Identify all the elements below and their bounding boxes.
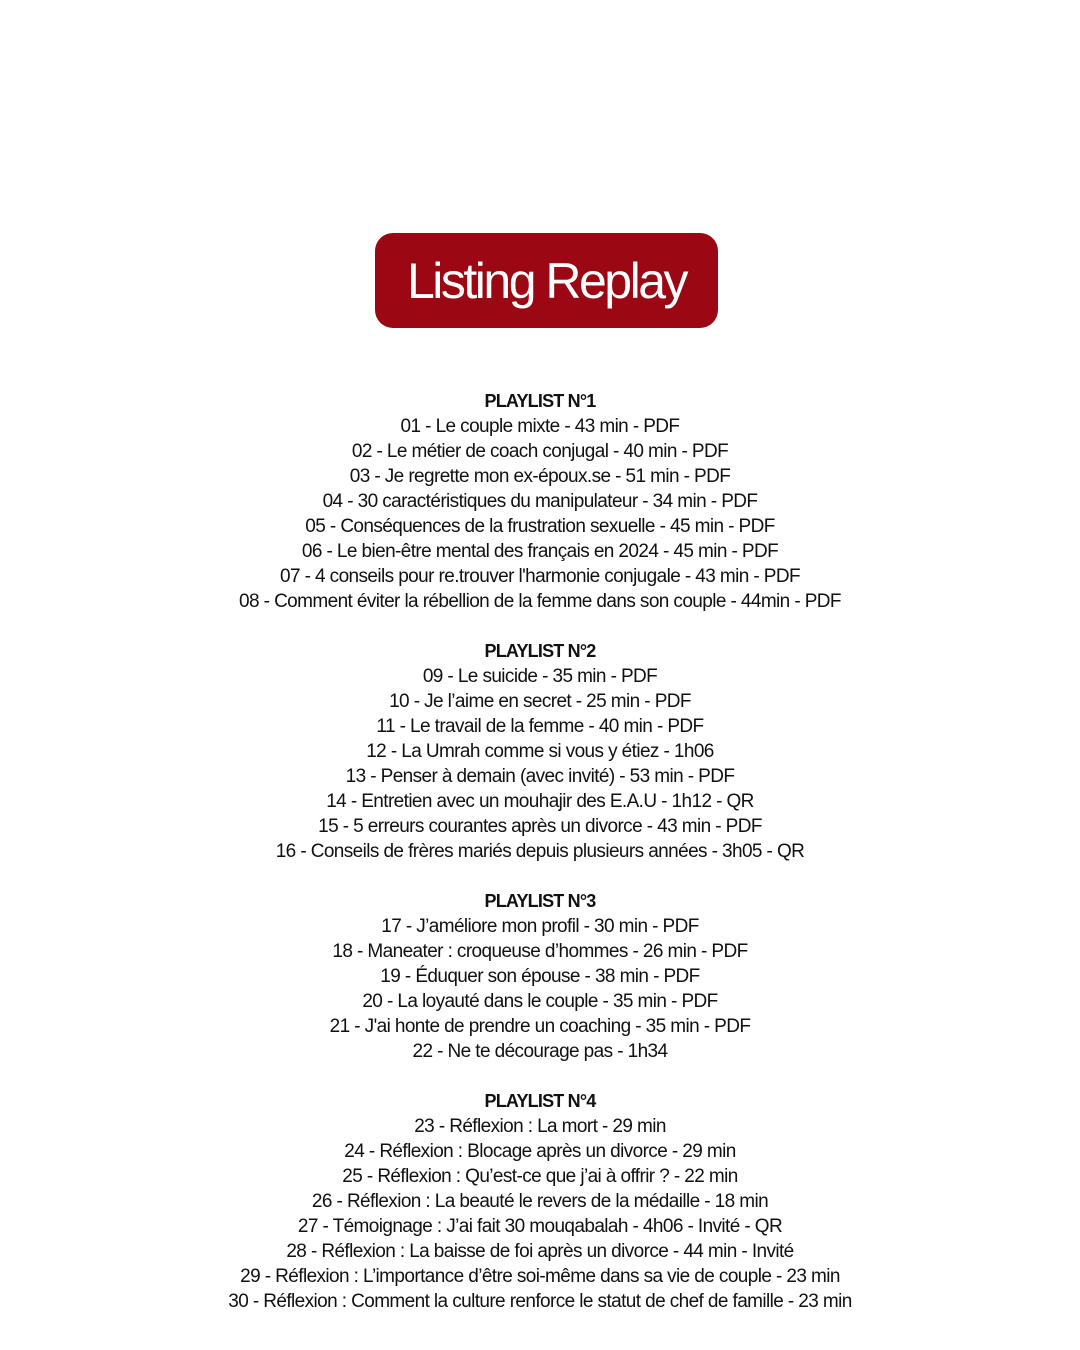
replay-listing: [0, 389, 1080, 1339]
list-item: 07 - 4 conseils pour re.trouver l'harmonie conjugale - 43 min - PDF: [280, 566, 800, 587]
playlist-1: [0, 389, 1080, 614]
list-item: 20 - La loyauté dans le couple - 35 min - PDF: [362, 991, 718, 1012]
playlist-2: [0, 639, 1080, 864]
list-item: 15 - 5 erreurs courantes après un divorce - 43 min - PDF: [318, 816, 762, 837]
list-item: 06 - Le bien-être mental des français en 2024 - 45 min - PDF: [301, 541, 779, 562]
list-item: 18 - Maneater : croqueuse d’hommes - 26 min - PDF: [332, 941, 748, 962]
title-banner: [375, 233, 718, 328]
list-item: 08 - Comment éviter la rébellion de la femme dans son couple - 44min - PDF: [239, 591, 841, 612]
list-item: 17 - J’améliore mon profil - 30 min - PDF: [381, 916, 699, 937]
list-item: 05 - Conséquences de la frustration sexuelle - 45 min - PDF: [305, 516, 775, 537]
list-item: 04 - 30 caractéristiques du manipulateur - 34 min - PDF: [322, 491, 758, 512]
list-item: 14 - Entretien avec un mouhajir des E.A.U - 1h12 - QR: [326, 791, 754, 812]
page-title: Listing Replay: [406, 252, 687, 309]
list-item: 12 - La Umrah comme si vous y étiez - 1h06: [366, 741, 714, 762]
list-item: 21 - J'ai honte de prendre un coaching - 35 min - PDF: [329, 1016, 751, 1037]
playlist-heading: PLAYLIST N°1: [484, 391, 596, 411]
list-item: 24 - Réflexion : Blocage après un divorce - 29 min: [344, 1141, 736, 1162]
list-item: 16 - Conseils de frères mariés depuis plusieurs années - 3h05 - QR: [275, 841, 805, 862]
list-item: 13 - Penser à demain (avec invité) - 53 min - PDF: [345, 766, 735, 787]
playlist-3: [0, 889, 1080, 1064]
list-item: 09 - Le suicide - 35 min - PDF: [422, 666, 658, 687]
playlist-heading: PLAYLIST N°4: [484, 1091, 596, 1111]
list-item: 27 - Témoignage : J’ai fait 30 mouqabalah - 4h06 - Invité - QR: [297, 1216, 783, 1237]
playlist-4: [0, 1089, 1080, 1314]
list-item: 25 - Réflexion : Qu’est-ce que j’ai à offrir ? - 22 min: [342, 1166, 738, 1187]
list-item: 02 - Le métier de coach conjugal - 40 min - PDF: [351, 441, 729, 462]
list-item: 10 - Je l’aime en secret - 25 min - PDF: [389, 691, 691, 712]
list-item: 23 - Réflexion : La mort - 29 min: [414, 1116, 666, 1137]
list-item: 28 - Réflexion : La baisse de foi après un divorce - 44 min - Invité: [286, 1241, 794, 1262]
playlist-heading: PLAYLIST N°3: [484, 891, 596, 911]
list-item: 03 - Je regrette mon ex-époux.se - 51 min - PDF: [349, 466, 731, 487]
list-item: 19 - Éduquer son épouse - 38 min - PDF: [380, 966, 700, 987]
list-item: 01 - Le couple mixte - 43 min - PDF: [400, 416, 680, 437]
playlist-heading: PLAYLIST N°2: [484, 641, 596, 661]
list-item: 22 - Ne te décourage pas - 1h34: [412, 1041, 668, 1062]
list-item: 30 - Réflexion : Comment la culture renforce le statut de chef de famille - 23 min: [228, 1291, 852, 1312]
list-item: 29 - Réflexion : L’importance d’être soi-même dans sa vie de couple - 23 min: [240, 1266, 840, 1287]
list-item: 26 - Réflexion : La beauté le revers de la médaille - 18 min: [311, 1191, 769, 1212]
list-item: 11 - Le travail de la femme - 40 min - PDF: [376, 716, 704, 737]
